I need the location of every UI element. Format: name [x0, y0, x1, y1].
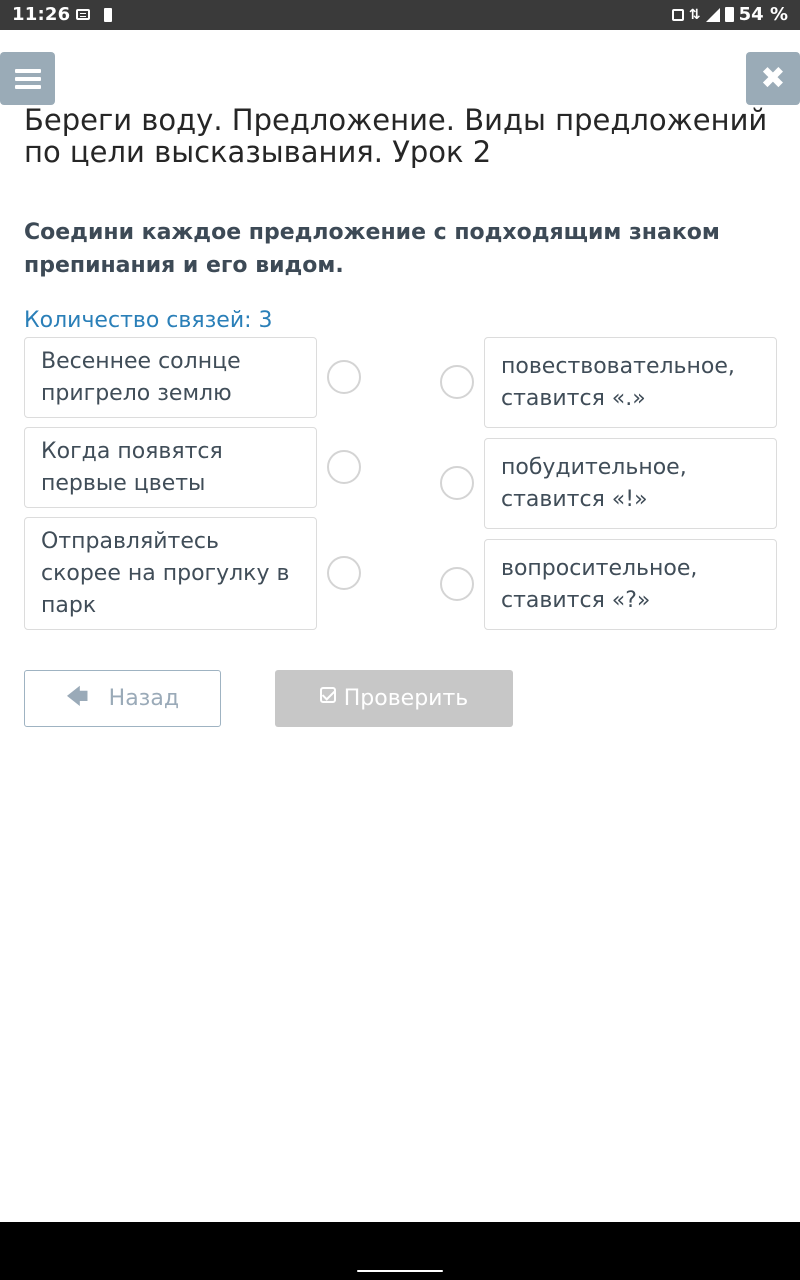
navigation-bar: [0, 1222, 800, 1280]
right-connector-1[interactable]: [440, 365, 474, 399]
left-item-3[interactable]: [24, 517, 317, 630]
right-item-text: вопросительное, ставится «?»: [501, 555, 698, 613]
left-item-text: Отправляйтесь скорее на прогулку в парк: [41, 528, 290, 618]
right-item-text: побудительное, ставится «!»: [501, 454, 687, 512]
task-instruction: Соедини каждое предложение с подходящим знаком препинания и его видом.: [24, 220, 720, 278]
right-item-2[interactable]: [484, 438, 777, 529]
check-button[interactable]: [275, 670, 513, 727]
right-item-3[interactable]: [484, 539, 777, 630]
status-right: [672, 4, 788, 25]
battery-saver-icon: [104, 8, 112, 22]
right-connector-3[interactable]: [440, 567, 474, 601]
signal-icon: [706, 8, 720, 22]
right-connector-2[interactable]: [440, 466, 474, 500]
left-item-2[interactable]: [24, 427, 317, 508]
left-item-1[interactable]: [24, 337, 317, 418]
arrow-left-icon: 🡄: [65, 684, 89, 710]
connections-count: Количество связей: 3: [24, 308, 273, 333]
left-item-text: Весеннее солнце пригрело землю: [41, 348, 241, 406]
left-item-text: Когда появятся первые цветы: [41, 438, 223, 496]
close-icon: ✖: [760, 60, 786, 96]
left-connector-3[interactable]: [327, 556, 361, 590]
notification-icon: [76, 9, 90, 20]
wifi-icon: ⇅: [688, 6, 701, 23]
right-item-text: повествовательное, ставится «.»: [501, 353, 735, 411]
status-bar: [0, 0, 800, 30]
back-button-label: Назад: [108, 686, 180, 711]
home-indicator[interactable]: [357, 1270, 443, 1272]
check-button-label: Проверить: [343, 686, 469, 711]
back-button[interactable]: [24, 670, 221, 727]
left-connector-1[interactable]: [327, 360, 361, 394]
vibrate-icon: [672, 9, 684, 21]
close-button[interactable]: [746, 52, 800, 105]
lesson-title: Береги воду. Предложение. Виды предложений по цели высказывания. Урок 2: [24, 103, 768, 169]
left-connector-2[interactable]: [327, 450, 361, 484]
hamburger-icon: [15, 77, 41, 81]
battery-percent: 54 %: [738, 4, 788, 25]
status-time: 11:26: [12, 4, 71, 25]
right-item-1[interactable]: [484, 337, 777, 428]
battery-icon: [725, 7, 734, 22]
checkbox-check-icon: [320, 687, 336, 703]
menu-button[interactable]: [0, 52, 55, 105]
